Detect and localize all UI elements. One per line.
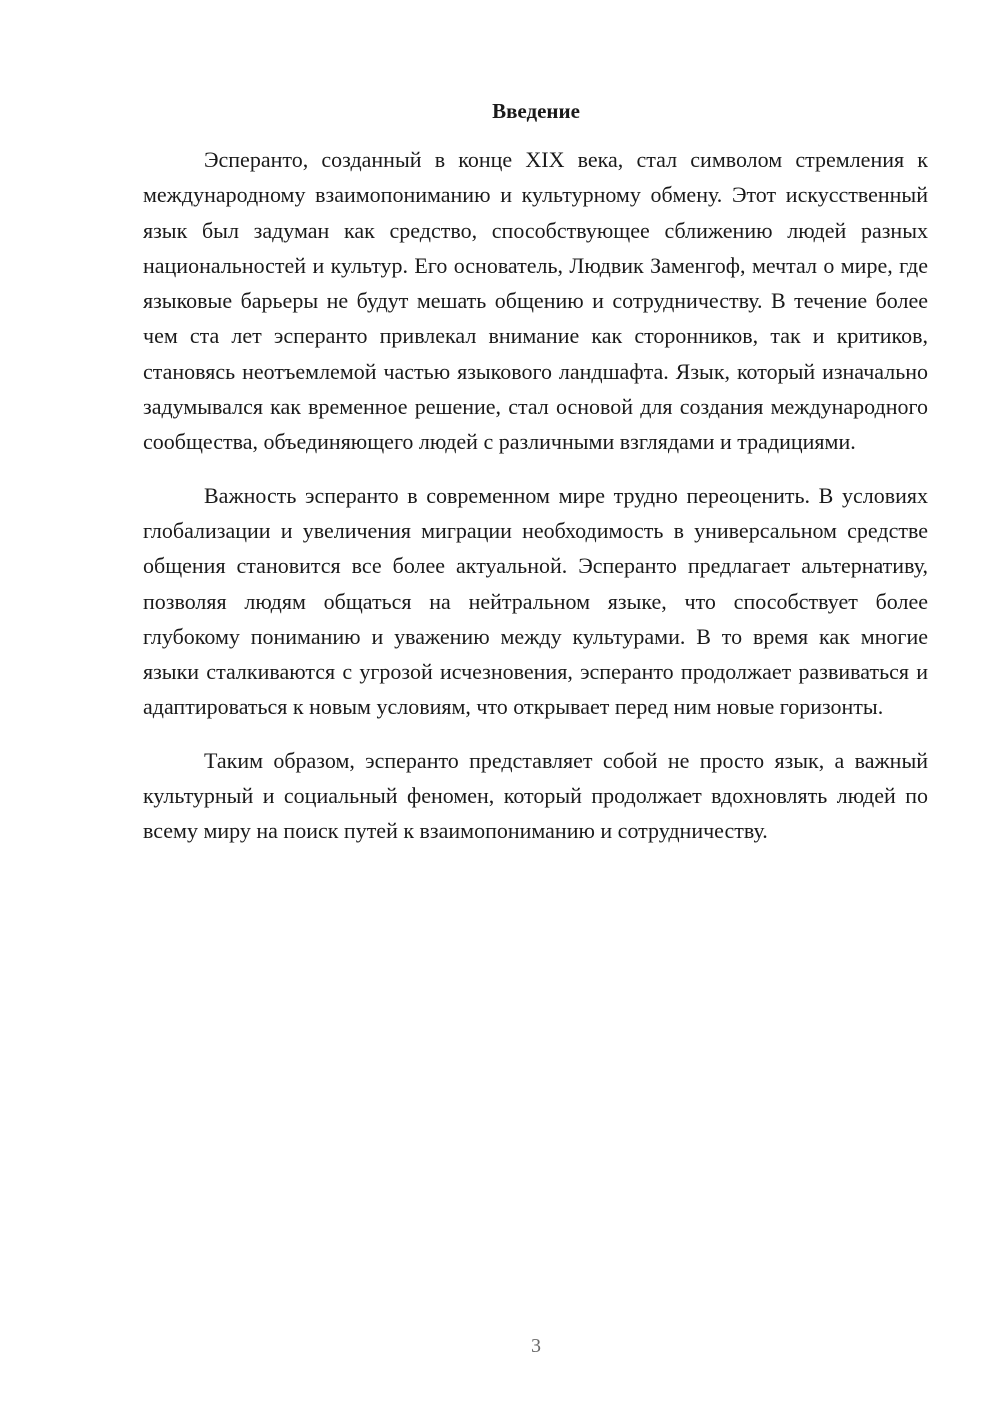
section-heading: Введение (492, 99, 580, 123)
paragraph-2: Важность эсперанто в современном мире трудно переоценить. В условиях глобализации и увеличения миграции необходимость в универсальном средстве общения становится все более актуальной. Эсперанто предлагает альтернативу, позволяя людям общаться на нейтральном языке, что способствует более глубокому пониманию и уважению между культурами. В то время как многие языки сталкиваются с угрозой исчезновения, эсперанто продолжает развиваться и адаптироваться к новым условиям, что открывает перед ним новые горизонты. (143, 482, 928, 720)
page-number: 3 (531, 1335, 541, 1357)
paragraph-3: Таким образом, эсперанто представляет собой не просто язык, а важный культурный и социальный феномен, который продолжает вдохновлять людей по всему миру на поиск путей к взаимопониманию и сотрудничеству. (143, 747, 928, 844)
paragraph-1: Эсперанто, созданный в конце XIX века, стал символом стремления к международному взаимопониманию и культурному обмену. Этот искусственный язык был задуман как средство, способствующее сближению людей разных национальностей и культур. Его основатель, Людвик Заменгоф, мечтал о мире, где языковые барьеры не будут мешать общению и сотрудничеству. В течение более чем ста лет эсперанто привлекал внимание как сторонников, так и критиков, становясь неотъемлемой частью языкового ландшафта. Язык, который изначально задумывался как временное решение, стал основой для создания международного сообщества, объединяющего людей с различными взглядами и традициями. (143, 147, 928, 455)
body-text (143, 142, 928, 867)
